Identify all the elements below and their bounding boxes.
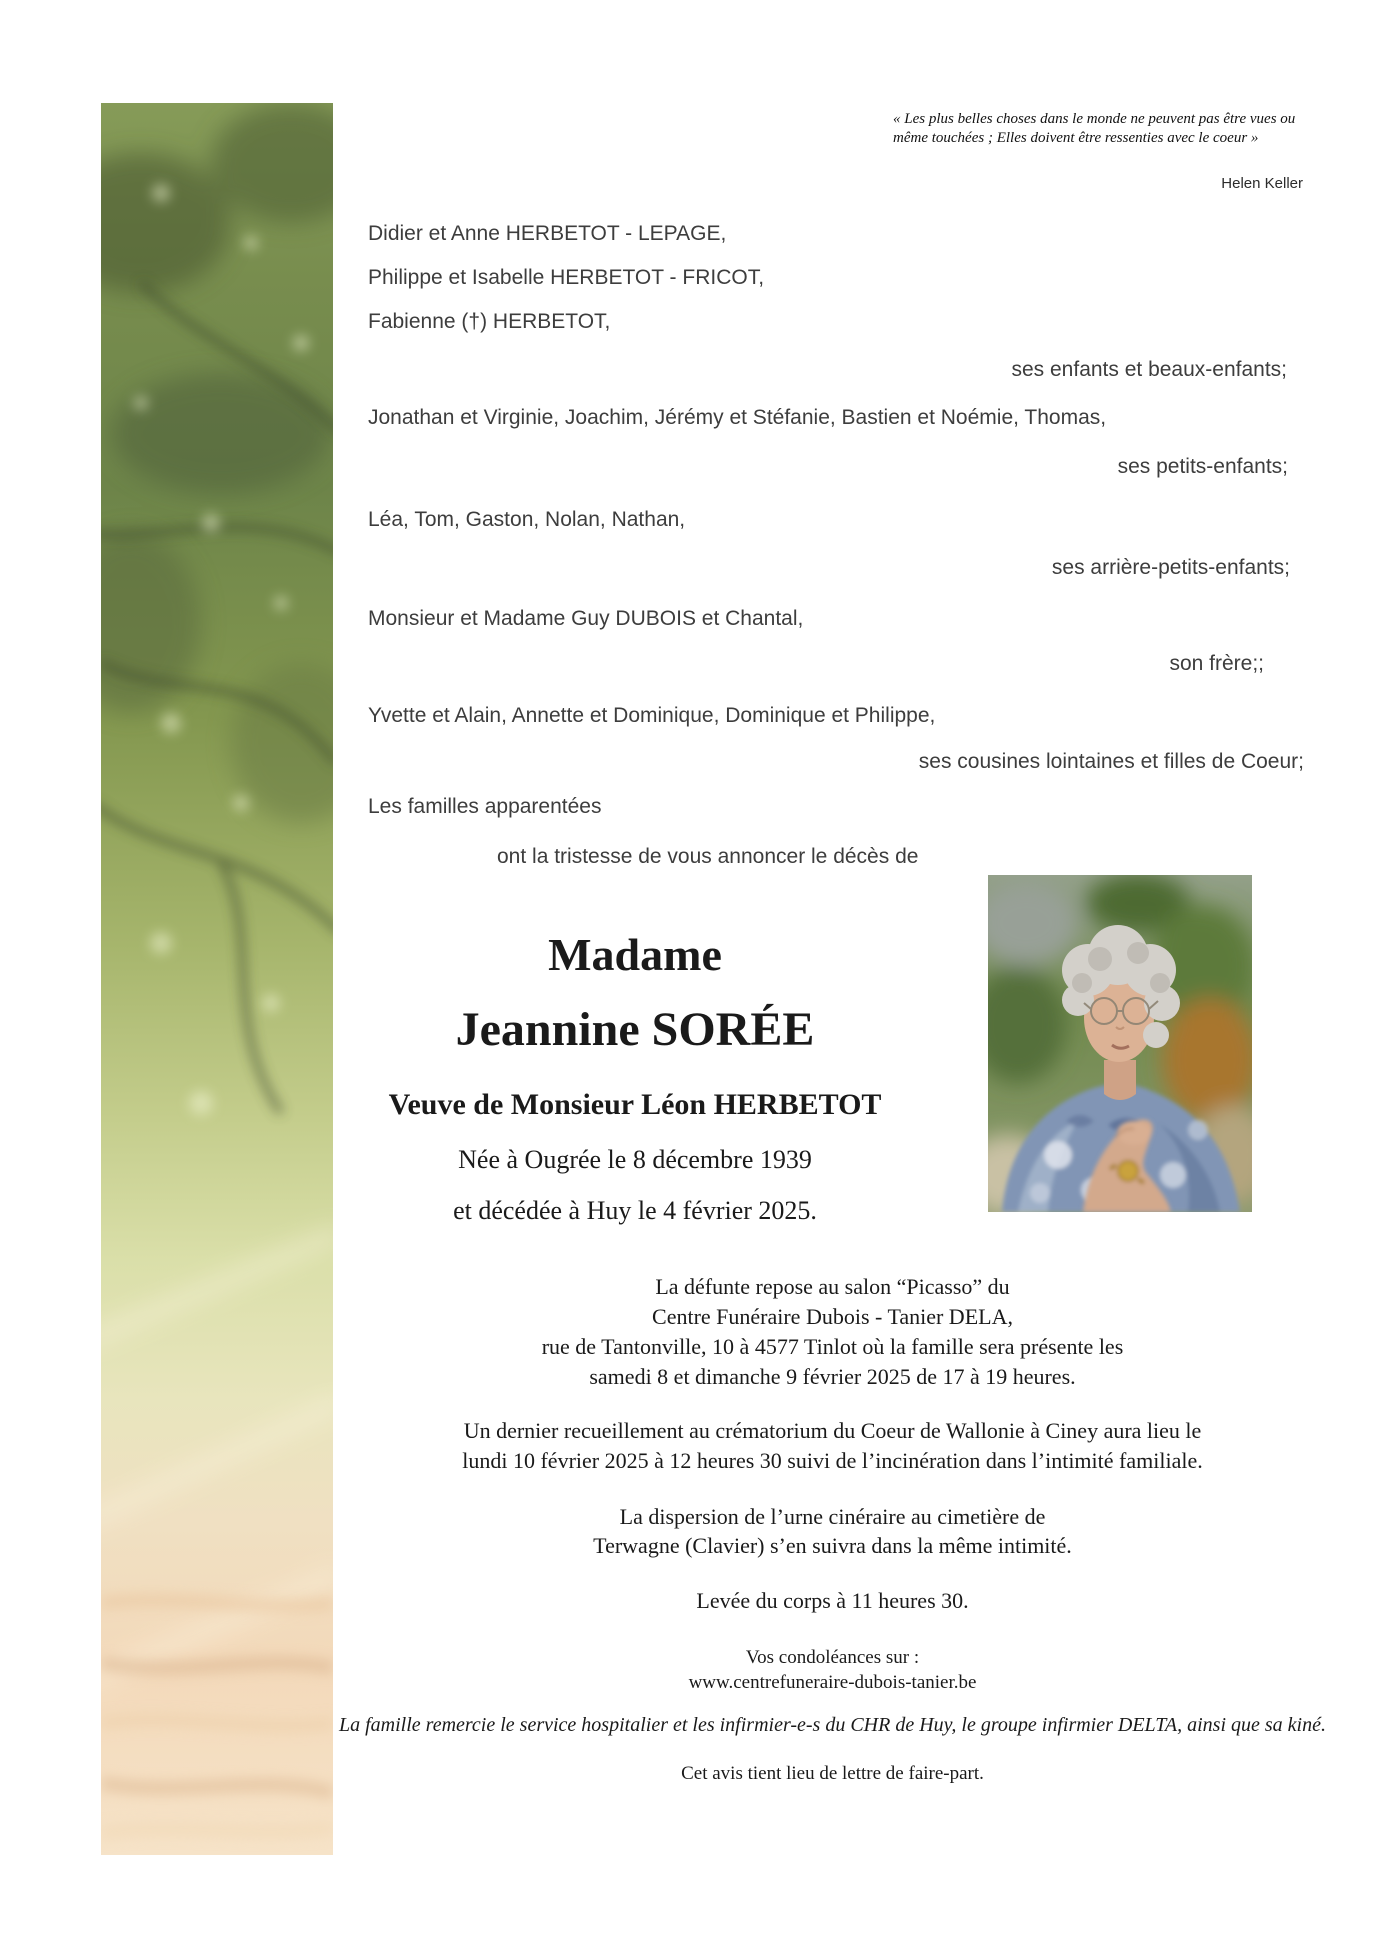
announcement-intro: ont la tristesse de vous annoncer le décès de [497,845,919,868]
family-line: Philippe et Isabelle HERBETOT - FRICOT, [368,266,765,289]
condolences-block [290,1645,1375,1695]
family-line: Fabienne (†) HERBETOT, [368,310,611,333]
quote-attribution: Helen Keller [1221,175,1303,192]
relation-line: ses arrière-petits-enfants; [1051,556,1290,579]
repose-line: samedi 8 et dimanche 9 février 2025 de 17 à 19 heures. [589,1364,1076,1389]
deceased-birth: Née à Ougrée le 8 décembre 1939 [458,1145,812,1174]
family-line: Jonathan et Virginie, Joachim, Jérémy et Stéfanie, Bastien et Noémie, Thomas, [368,406,1107,429]
levee-du-corps: Levée du corps à 11 heures 30. [696,1588,969,1613]
family-line: Les familles apparentées [368,795,602,818]
dispersion-line: La dispersion de l’urne cinéraire au cimetière de [619,1504,1046,1529]
condolences-label: Vos condoléances sur : [745,1647,920,1668]
opening-quote: « Les plus belles choses dans le monde ne peuvent pas être vues ou même touchées ; Elles doivent être ressenties avec le coeur » [893,111,1296,146]
repose-line: rue de Tantonville, 10 à 4577 Tinlot où la famille sera présente les [541,1334,1124,1359]
family-line: Monsieur et Madame Guy DUBOIS et Chantal, [368,607,804,630]
deceased-title: Madame [548,929,722,980]
cremation-line: lundi 10 février 2025 à 12 heures 30 suivi de l’incinération dans l’intimité familiale. [462,1448,1203,1473]
repose-line: La défunte repose au salon “Picasso” du [655,1274,1010,1299]
deceased-widow-of: Veuve de Monsieur Léon HERBETOT [388,1088,882,1121]
cremation-line: Un dernier recueillement au crématorium du Coeur de Wallonie à Ciney aura lieu le [463,1418,1202,1443]
family-thanks: La famille remercie le service hospitalier et les infirmier-e-s du CHR de Huy, le groupe infirmier DELTA, ainsi que sa kiné. [338,1714,1326,1736]
repose-paragraph [290,1272,1375,1392]
portrait-photo-art [988,875,1252,1212]
relation-line: ses enfants et beaux-enfants; [1011,358,1287,381]
dispersion-line: Terwagne (Clavier) s’en suivra dans la même intimité. [593,1533,1072,1558]
relation-line: ses cousines lointaines et filles de Coeur; [918,750,1304,773]
deceased-death: et décédée à Huy le 4 février 2025. [453,1196,817,1225]
portrait-photo [988,875,1252,1212]
condolences-url: www.centrefuneraire-dubois-tanier.be [688,1672,977,1693]
family-line: Léa, Tom, Gaston, Nolan, Nathan, [368,508,686,531]
dispersion-paragraph [290,1502,1375,1560]
cremation-paragraph [290,1416,1375,1476]
repose-line: Centre Funéraire Dubois - Tanier DELA, [652,1304,1013,1329]
relation-line: ses petits-enfants; [1117,455,1288,478]
relation-line: son frère;; [1169,652,1264,675]
family-line: Yvette et Alain, Annette et Dominique, Dominique et Philippe, [368,704,936,727]
deceased-name: Jeannine SORÉE [455,1003,815,1056]
family-line: Didier et Anne HERBETOT - LEPAGE, [368,222,727,245]
faire-part-notice: Cet avis tient lieu de lettre de faire-part. [681,1763,984,1784]
